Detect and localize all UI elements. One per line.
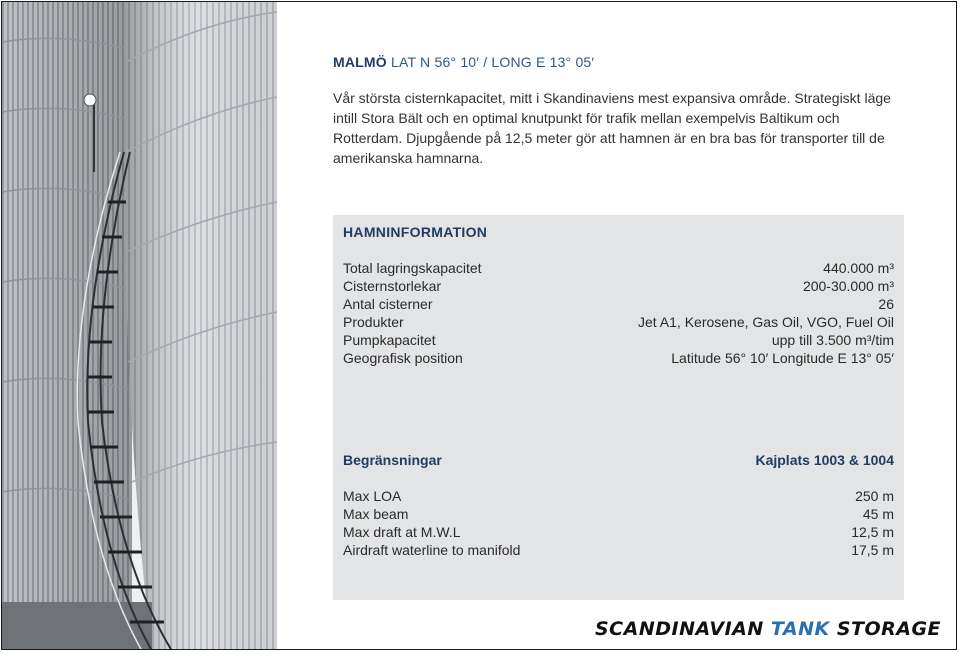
info-row-products — [343, 313, 894, 331]
limit-label: Max draft at M.W.L — [343, 524, 461, 540]
info-row-capacity — [343, 259, 894, 277]
location-coordinates: LAT N 56° 10′ / LONG E 13° 05′ — [390, 54, 595, 70]
location-heading — [333, 54, 594, 70]
limit-row-beam — [343, 505, 894, 523]
logo-text-tank: TANK — [770, 618, 830, 640]
limit-label: Max LOA — [343, 488, 402, 504]
intro-paragraph: Vår största cisternkapacitet, mitt i Skandinaviens mest expansiva område. Strategiskt läge intill Stora Bält och en optimal knutpunkt för trafik mellan exempelvis Baltikum och Rotterdam. Djupgående på 12,5 meter gör att hamnen är en bra bas för transporter till de amerikanska hamnarna. — [333, 90, 891, 166]
info-label: Antal cisterner — [343, 296, 433, 312]
info-value: upp till 3.500 m³/tim — [771, 332, 894, 348]
info-panel — [333, 215, 904, 600]
limit-value: 45 m — [862, 506, 894, 522]
info-label: Geografisk position — [343, 350, 463, 366]
info-value: 440.000 m³ — [823, 260, 894, 276]
limits-header — [343, 452, 894, 468]
limit-label: Airdraft waterline to manifold — [343, 542, 521, 558]
info-label: Pumpkapacitet — [343, 332, 436, 348]
berth-title: Kajplats 1003 & 1004 — [755, 452, 894, 468]
info-label: Total lagringskapacitet — [343, 260, 482, 276]
limit-row-airdraft — [343, 541, 894, 559]
limit-value: 250 m — [855, 488, 894, 504]
limits-list — [343, 487, 894, 559]
harbor-info-list — [343, 259, 894, 367]
limit-row-loa — [343, 487, 894, 505]
info-label: Produkter — [343, 314, 404, 330]
info-value: Jet A1, Kerosene, Gas Oil, VGO, Fuel Oil — [638, 314, 894, 330]
page-frame — [1, 1, 957, 650]
info-row-tank-count — [343, 295, 894, 313]
logo-text-scandinavian: SCANDINAVIAN — [595, 618, 771, 640]
info-value: 200-30.000 m³ — [802, 278, 894, 294]
info-row-position — [343, 349, 894, 367]
company-logo — [595, 617, 942, 641]
city-name: MALMÖ — [333, 54, 387, 70]
tank-photo — [2, 2, 277, 650]
limit-label: Max beam — [343, 506, 409, 522]
harbor-info-title: HAMNINFORMATION — [343, 224, 488, 240]
limit-value: 12,5 m — [851, 524, 894, 540]
limit-row-draft — [343, 523, 894, 541]
limit-value: 17,5 m — [851, 542, 894, 558]
info-row-tank-sizes — [343, 277, 894, 295]
limits-title: Begränsningar — [343, 452, 442, 468]
info-row-pump-capacity — [343, 331, 894, 349]
info-label: Cisternstorlekar — [343, 278, 442, 294]
tank-staircase-illustration — [2, 2, 277, 650]
logo-text-storage: STORAGE — [829, 618, 942, 640]
info-value: Latitude 56° 10′ Longitude E 13° 05′ — [671, 350, 894, 366]
info-value: 26 — [878, 296, 894, 312]
